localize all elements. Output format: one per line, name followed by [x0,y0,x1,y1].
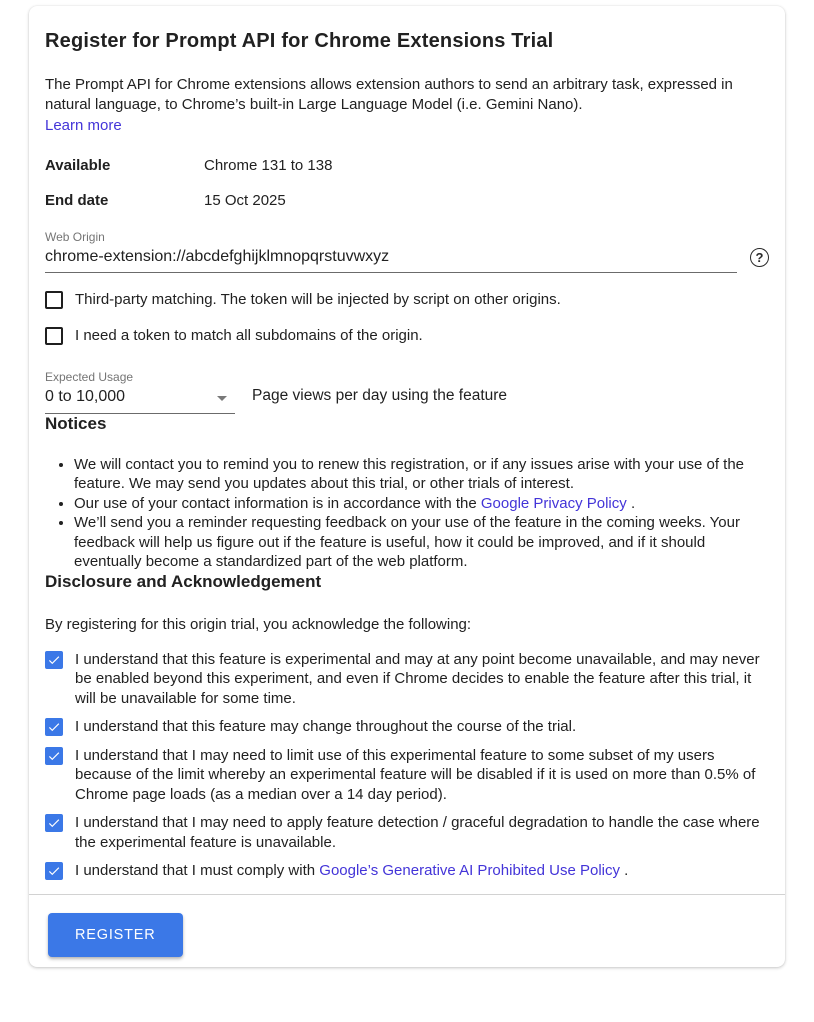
third-party-matching-label: Third-party matching. The token will be injected by script on other origins. [75,290,561,308]
notice-text: We will contact you to remind you to renew this registration, or if any issues arise with your use of the feature. We may send you updates about this trial, or other trials of interest. [74,455,745,492]
notice-item [74,494,769,514]
available-label: Available [45,156,111,174]
learn-more-link[interactable]: Learn more [45,117,122,134]
register-button[interactable]: REGISTER [48,913,183,957]
expected-usage-block [45,370,769,414]
ack-limit-label: I understand that I may need to limit use of this experimental feature to some subset of my users because of the limit whereby an experimental feature will be disabled if it is used on more than 0.5% of Chrome page loads (as a median over a 14 day period). [75,746,756,803]
check-icon [47,749,61,763]
web-origin-field [45,230,769,273]
expected-usage-suffix: Page views per day using the feature [252,386,508,404]
subdomain-matching-label: I need a token to match all subdomains of the origin. [75,327,423,344]
third-party-matching-checkbox[interactable] [45,291,63,309]
notice-item [74,455,769,494]
ack-policy-option[interactable] [45,861,769,881]
generative-ai-policy-link[interactable]: Google’s Generative AI Prohibited Use Policy [319,862,620,879]
ack-change-label: I understand that this feature may change throughout the course of the trial. [75,718,577,735]
available-value: Chrome 131 to 138 [204,156,333,174]
disclosure-heading: Disclosure and Acknowledgement [45,571,322,591]
ack-change-checkbox[interactable] [45,718,63,736]
web-origin-input[interactable] [45,245,737,273]
ack-feature-detection-option[interactable] [45,813,769,852]
expected-usage-select[interactable] [45,370,235,414]
ack-feature-detection-checkbox[interactable] [45,814,63,832]
end-date-value: 15 Oct 2025 [204,191,286,209]
ack-policy-text: . [620,862,629,879]
check-icon [47,864,61,878]
registration-card [29,6,785,967]
notices-heading: Notices [45,413,107,433]
page-title: Register for Prompt API for Chrome Extensions Trial [45,30,554,52]
notice-text: Our use of your contact information is in accordance with the [74,494,481,512]
notice-item [74,513,769,572]
check-icon [47,816,61,830]
ack-change-option[interactable] [45,717,769,737]
subdomain-matching-checkbox[interactable] [45,327,63,345]
check-icon [47,720,61,734]
trial-details [45,156,769,210]
expected-usage-label: Expected Usage [45,369,134,384]
ack-experimental-checkbox[interactable] [45,651,63,669]
ack-feature-detection-label: I understand that I may need to apply feature detection / graceful degradation to handle the case where the experimental feature is unavailable. [75,814,760,851]
notice-text: We’ll send you a reminder requesting feedback on your use of the feature in the coming weeks. Your feedback will help us figure out if the feature is useful, how it could be improved, and if it should eventually become a standardized part of the web platform. [74,514,740,570]
third-party-matching-option[interactable] [45,290,769,310]
end-date-row [45,191,769,210]
web-origin-label: Web Origin [45,229,105,244]
help-icon[interactable]: ? [750,248,769,267]
available-row [45,156,769,175]
expected-usage-value: 0 to 10,000 [45,387,126,405]
subdomain-matching-option[interactable] [45,326,769,346]
ack-policy-label [75,861,628,881]
notice-text: . [626,494,636,512]
notices-list [45,455,769,572]
footer [45,895,769,967]
chevron-down-icon [217,396,227,401]
trial-description: The Prompt API for Chrome extensions allows extension authors to send an arbitrary task, expressed in natural language, to Chrome’s built-in Large Language Model (i.e. Gemini Nano). [45,76,733,113]
ack-limit-checkbox[interactable] [45,747,63,765]
ack-limit-option[interactable] [45,746,769,805]
ack-policy-checkbox[interactable] [45,862,63,880]
ack-experimental-label: I understand that this feature is experimental and may at any point become unavailable, and may never be enabled beyond this experiment, and even if Chrome decides to enable the feature after this trial, it will be unavailable for some time. [75,650,760,707]
end-date-label: End date [45,191,109,209]
google-privacy-policy-link[interactable]: Google Privacy Policy [480,494,627,512]
ack-policy-text: I understand that I must comply with [75,862,320,879]
check-icon [47,653,61,667]
ack-experimental-option[interactable] [45,650,769,709]
disclosure-intro: By registering for this origin trial, you acknowledge the following: [45,615,472,633]
